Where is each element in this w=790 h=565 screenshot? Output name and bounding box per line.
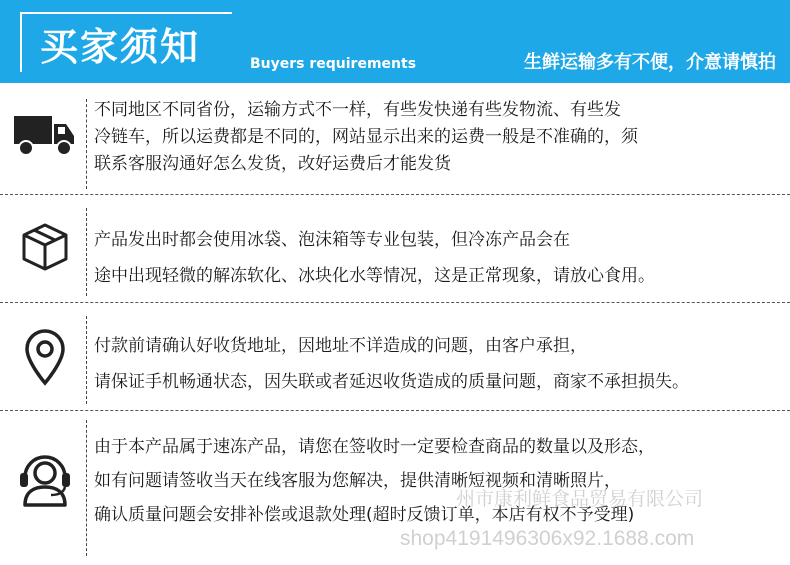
location-pin-icon (10, 322, 80, 392)
dashed-divider (0, 302, 790, 303)
text-line: 联系客服沟通好怎么发货，改好运费后才能发货 (94, 154, 451, 174)
dashed-divider (0, 194, 790, 195)
page-title: 买家须知 (40, 25, 201, 69)
text-line: 不同地区不同省份，运输方式不一样，有些发快递有些发物流、有些发 (94, 100, 621, 120)
section-separator (86, 316, 87, 404)
section-shipping (0, 95, 790, 195)
text-line: 产品发出时都会使用冰袋、泡沫箱等专业包装，但冷冻产品会在 (94, 230, 570, 250)
truck-icon (10, 100, 80, 170)
section-separator (86, 420, 87, 556)
section-packaging (0, 200, 790, 300)
header-banner (0, 0, 790, 83)
section-separator (86, 99, 87, 189)
section-text (94, 97, 784, 178)
text-line: 途中出现轻微的解冻软化、冰块化水等情况，这是正常现象，请放心食用。 (94, 266, 655, 286)
watermark-shop-url: shop4191496306x92.1688.com (400, 527, 695, 550)
customer-service-icon (10, 442, 80, 512)
shipping-notice: 生鲜运输多有不便，介意请慎拍 (524, 52, 776, 73)
text-line: 冷链车，所以运费都是不同的，网站显示出来的运费一般是不准确的，须 (94, 127, 638, 147)
dashed-divider (0, 410, 790, 411)
text-line: 如有问题请签收当天在线客服为您解决，提供清晰短视频和清晰照片， (94, 471, 621, 491)
text-line: 确认质量问题会安排补偿或退款处理(超时反馈订单，本店有权不予受理) (94, 505, 635, 525)
box-icon (10, 212, 80, 282)
section-text (94, 430, 784, 532)
section-separator (86, 208, 87, 296)
text-line: 由于本产品属于速冻产品，请您在签收时一定要检查商品的数量以及形态， (94, 437, 655, 457)
section-text (94, 328, 784, 400)
section-address (0, 308, 790, 408)
watermark-company: 州市康利鲜食品贸易有限公司 (456, 489, 704, 510)
section-text (94, 222, 784, 294)
english-subtitle: Buyers requirements (250, 56, 417, 72)
text-line: 请保证手机畅通状态，因失联或者延迟收货造成的质量问题，商家不承担损失。 (94, 372, 689, 392)
text-line: 付款前请确认好收货地址，因地址不详造成的问题，由客户承担， (94, 336, 587, 356)
